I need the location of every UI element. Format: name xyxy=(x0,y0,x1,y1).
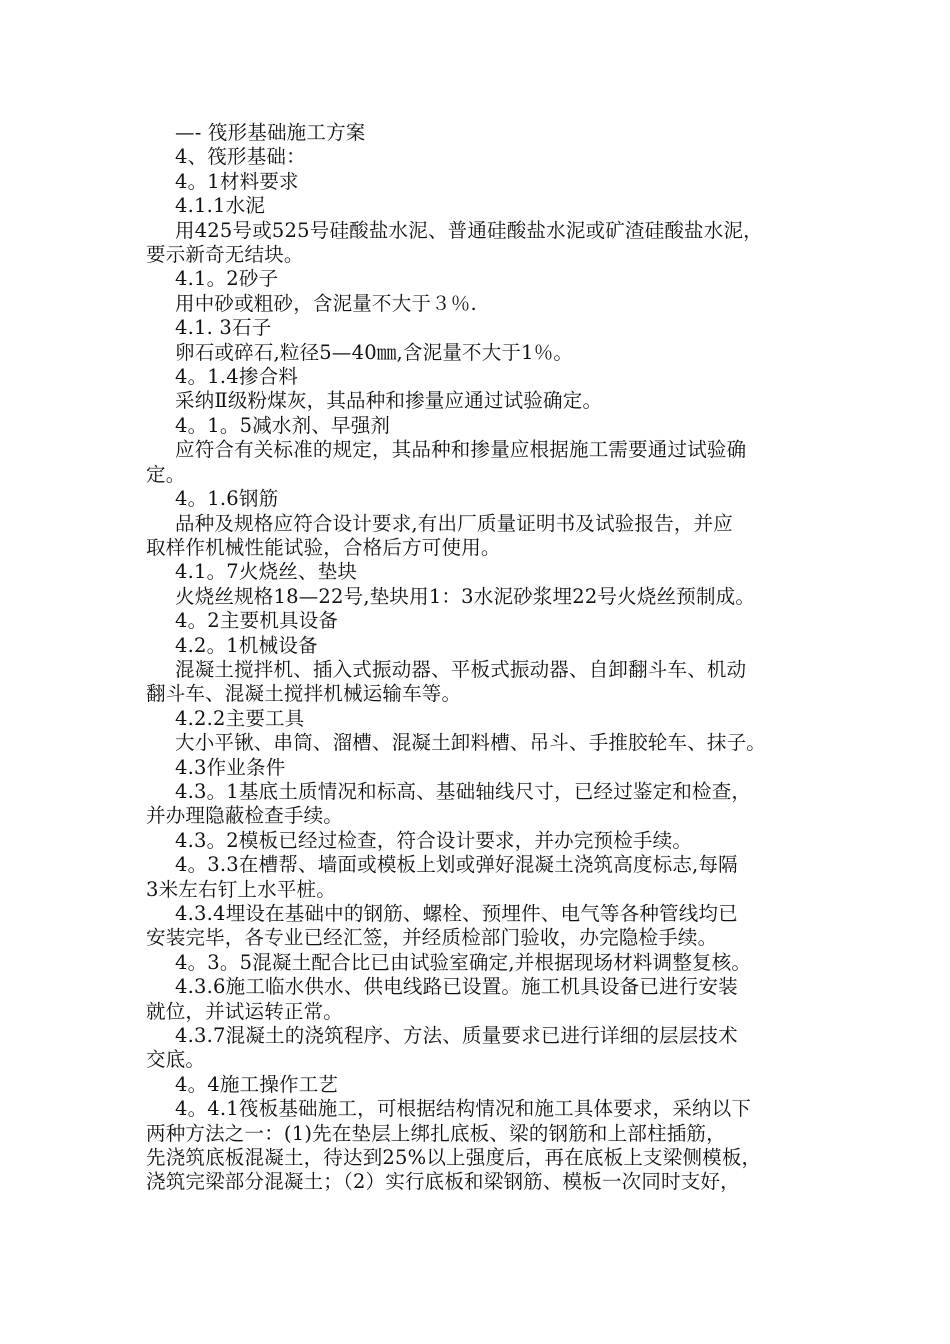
text-line: 4.3。1基底土质情况和标高、基础轴线尺寸，已经过鉴定和检查， xyxy=(175,779,752,803)
text-line: 并办理隐蔽检查手续。 xyxy=(146,804,344,828)
text-line: 用425号或525号硅酸盐水泥、普通硅酸盐水泥或矿渣硅酸盐水泥， xyxy=(175,218,763,242)
text-line: 交底。 xyxy=(146,1048,206,1072)
text-line: 采纳Ⅱ级粉煤灰，其品种和掺量应通过试验确定。 xyxy=(175,389,603,413)
text-line: 应符合有关标准的规定，其品种和掺量应根据施工需要通过试验确 xyxy=(175,438,747,462)
text-line: 4.3作业条件 xyxy=(175,755,286,779)
text-line: 4。4施工操作工艺 xyxy=(175,1072,339,1096)
text-line: —- 筏形基础施工方案 xyxy=(175,121,366,144)
text-line: 4。1。5减水剂、早强剂 xyxy=(175,413,391,437)
text-line: 用中砂或粗砂，含泥量不大于３％. xyxy=(175,291,477,315)
text-line: 安装完毕，各专业已经汇签，并经质检部门验收，办完隐检手续。 xyxy=(146,926,718,950)
text-line: 定。 xyxy=(146,462,186,486)
text-line: 4。1.6钢筋 xyxy=(175,487,279,511)
text-line: 取样作机械性能试验，合格后方可使用。 xyxy=(146,535,501,559)
text-line: 4.3.6施工临水供水、供电线路已设置。施工机具设备已进行安装 xyxy=(175,975,738,999)
text-line: 4.1. 3石子 xyxy=(175,316,272,340)
text-line: 翻斗车、混凝土搅拌机械运输车等。 xyxy=(146,682,462,706)
text-line: 4。4.1筏板基础施工，可根据结构情况和施工具体要求，采纳以下 xyxy=(175,1097,752,1121)
text-line: 4。2主要机具设备 xyxy=(175,609,339,633)
text-line: 要示新奇无结块。 xyxy=(146,243,304,267)
text-line: 4.3。2模板已经过检查，符合设计要求，并办完预检手续。 xyxy=(175,828,693,852)
text-line: 4.2。1机械设备 xyxy=(175,633,318,657)
text-line: 4。1材料要求 xyxy=(175,169,299,193)
text-line: 4、筏形基础： xyxy=(175,145,306,169)
text-line: 3米左右钉上水平桩。 xyxy=(146,877,336,901)
text-line: 两种方法之一：(1)先在垫层上绑扎底板、梁的钢筋和上部柱插筋， xyxy=(146,1121,726,1145)
text-line: 4.1。7火烧丝、垫块 xyxy=(175,560,358,584)
text-line: 就位，并试运转正常。 xyxy=(146,999,344,1023)
text-line: 先浇筑底板混凝土，待达到25%以上强度后，再在底板上支梁侧模板， xyxy=(146,1146,762,1170)
text-line: 4.1.1水泥 xyxy=(175,194,266,218)
text-line: 浇筑完梁部分混凝土；（2）实行底板和梁钢筋、模板一次同时支好， xyxy=(146,1170,740,1194)
text-line: 大小平锹、串筒、溜槽、混凝土卸料槽、吊斗、手推胶轮车、抹子。 xyxy=(175,731,767,755)
text-line: 火烧丝规格18—22号,垫块用1：3水泥砂浆埋22号火烧丝预制成。 xyxy=(175,584,756,608)
text-line: 品种及规格应符合设计要求,有出厂质量证明书及试验报告，并应 xyxy=(175,511,733,535)
document-page xyxy=(146,121,816,1195)
text-line: 4。1.4掺合料 xyxy=(175,365,299,389)
text-line: 卵石或碎石,粒径5—40㎜,含泥量不大于1％。 xyxy=(175,340,574,364)
text-line: 4。3。5混凝土配合比已由试验室确定,并根据现场材料调整复核。 xyxy=(175,950,752,974)
text-line: 4.2.2主要工具 xyxy=(175,706,305,730)
text-line: 4.1。2砂子 xyxy=(175,267,279,291)
text-line: 4。3.3在槽帮、墙面或模板上划或弹好混凝土浇筑高度标志,每隔 xyxy=(175,853,738,877)
text-line: 4.3.7混凝土的浇筑程序、方法、质量要求已进行详细的层层技术 xyxy=(175,1024,738,1048)
text-line: 4.3.4埋设在基础中的钢筋、螺栓、预埋件、电气等各种管线均已 xyxy=(175,902,738,925)
text-line: 混凝土搅拌机、插入式振动器、平板式振动器、自卸翻斗车、机动 xyxy=(175,657,747,681)
